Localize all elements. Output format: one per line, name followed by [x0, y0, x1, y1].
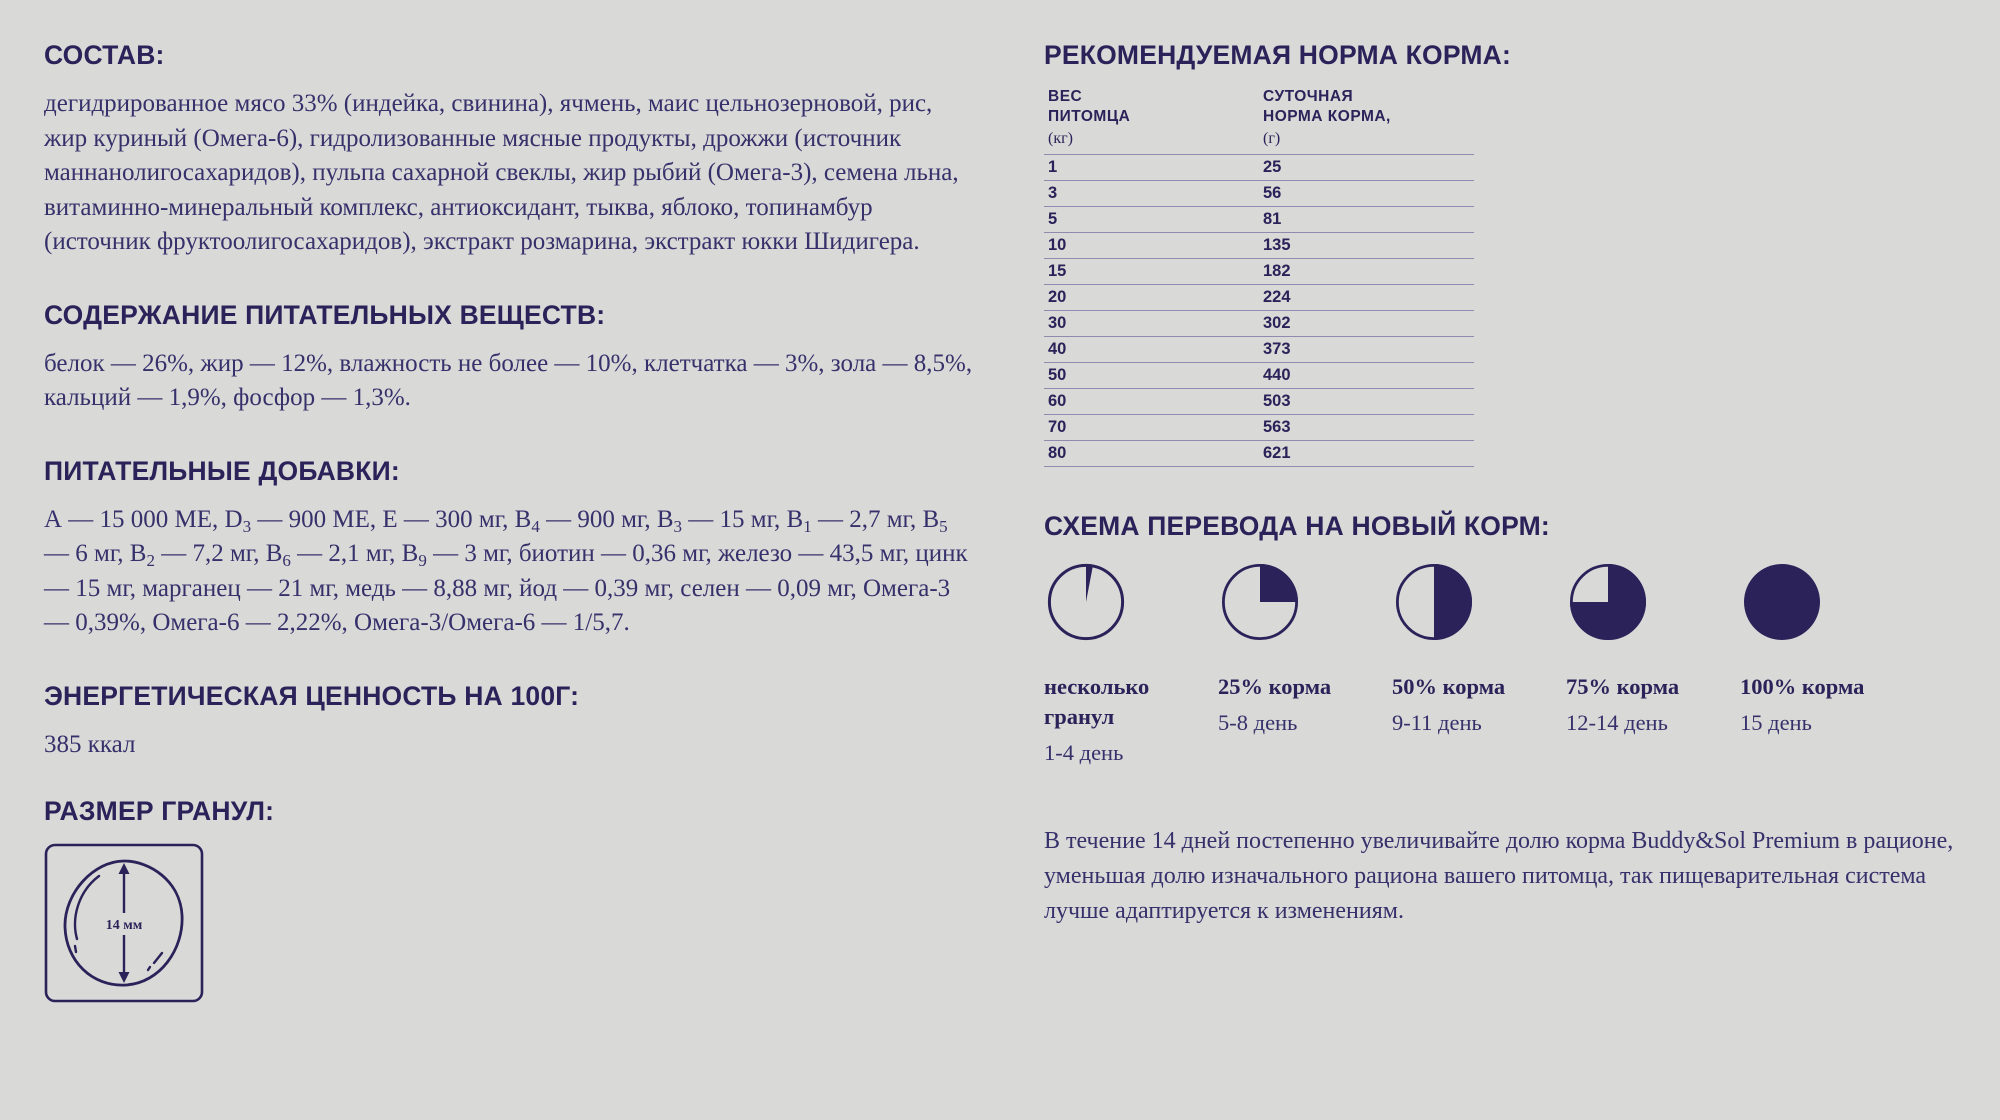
- right-column: [1004, 40, 1956, 1080]
- cell-weight: 30: [1044, 311, 1259, 337]
- cell-amount: 503: [1259, 389, 1474, 415]
- transition-step-days: 1-4 день: [1044, 740, 1124, 765]
- vitamin-subscript: 3: [673, 516, 682, 536]
- column-header-amount-line1: СУТОЧНАЯ: [1263, 88, 1354, 105]
- transition-step-days: 12-14 день: [1566, 710, 1668, 735]
- additive-text-run: — 6 мг, В: [44, 540, 147, 567]
- granule-size-diagram: [44, 843, 204, 1003]
- transition-section: [1044, 511, 1956, 929]
- cell-amount: 563: [1259, 415, 1474, 441]
- additive-text-run: — 7,2 мг, В: [154, 540, 283, 567]
- column-header-weight-line1: ВЕС: [1048, 88, 1083, 105]
- additive-text-run: — 2,7 мг, В: [811, 505, 940, 533]
- pie-chart-icon: [1218, 560, 1302, 644]
- column-unit-weight: (кг): [1048, 130, 1073, 147]
- column-header-weight: [1044, 87, 1259, 155]
- feeding-heading: РЕКОМЕНДУЕМАЯ НОРМА КОРМА:: [1044, 40, 1512, 70]
- additive-text-run: — 15 мг, В: [682, 505, 804, 533]
- cell-amount: 135: [1259, 233, 1474, 259]
- energy-section: [44, 681, 1004, 763]
- nutrients-section: [44, 300, 1004, 416]
- cell-weight: 60: [1044, 389, 1259, 415]
- additives-section: [44, 456, 1004, 641]
- table-row: [1044, 415, 1474, 441]
- column-unit-amount: (г): [1263, 130, 1281, 147]
- cell-weight: 3: [1044, 181, 1259, 207]
- transition-heading: СХЕМА ПЕРЕВОДА НА НОВЫЙ КОРМ:: [1044, 511, 1550, 541]
- cell-amount: 224: [1259, 285, 1474, 311]
- additive-text-run: — 3 мг, биотин — 0,36 мг, железо — 43,5 мг, цинк — 15 мг, марганец — 21 мг, медь — 8,88 мг, йод — 0,39 мг, селен — 0,09 мг, Омега-3 — 0,39%, Омега-6 — 2,22%, Омега-3/Омега-6 — 1/5,7.: [44, 540, 968, 636]
- cell-amount: 56: [1259, 181, 1474, 207]
- transition-step-label: 50% корма: [1392, 674, 1506, 699]
- feeding-table: [1044, 87, 1474, 467]
- cell-amount: 373: [1259, 337, 1474, 363]
- table-row: [1044, 363, 1474, 389]
- table-row: [1044, 337, 1474, 363]
- additive-text-run: — 900 МЕ, Е — 300 мг, В: [251, 505, 532, 533]
- cell-weight: 40: [1044, 337, 1259, 363]
- cell-weight: 20: [1044, 285, 1259, 311]
- cell-amount: 440: [1259, 363, 1474, 389]
- pie-chart-icon: [1392, 560, 1476, 644]
- table-row: [1044, 389, 1474, 415]
- vitamin-subscript: 9: [418, 550, 427, 570]
- vitamin-subscript: 2: [146, 550, 155, 570]
- cell-weight: 70: [1044, 415, 1259, 441]
- left-column: [44, 40, 1004, 1080]
- pie-chart-icon: [1044, 560, 1128, 644]
- granule-dimension-label: 14 мм: [105, 918, 143, 933]
- pie-chart-icon: [1740, 560, 1824, 644]
- granule-section: [44, 796, 1004, 1003]
- cell-amount: 182: [1259, 259, 1474, 285]
- cell-amount: 25: [1259, 155, 1474, 181]
- table-row: [1044, 441, 1474, 467]
- granule-heading: РАЗМЕР ГРАНУЛ:: [44, 796, 275, 826]
- pie-chart-icon: [1566, 560, 1650, 644]
- transition-step-label: несколько гранул: [1044, 674, 1150, 729]
- column-header-amount: [1259, 87, 1474, 155]
- cell-weight: 1: [1044, 155, 1259, 181]
- feeding-table-section: [1044, 40, 1956, 467]
- transition-step-label: 25% корма: [1218, 674, 1332, 699]
- vitamin-subscript: 4: [531, 516, 540, 536]
- cell-weight: 5: [1044, 207, 1259, 233]
- transition-step: [1566, 560, 1740, 768]
- cell-weight: 15: [1044, 259, 1259, 285]
- nutrients-heading: СОДЕРЖАНИЕ ПИТАТЕЛЬНЫХ ВЕЩЕСТВ:: [44, 299, 606, 330]
- energy-heading: ЭНЕРГЕТИЧЕСКАЯ ЦЕННОСТЬ НА 100Г:: [44, 680, 580, 711]
- column-header-amount-line2: НОРМА КОРМА,: [1263, 108, 1391, 125]
- transition-step-days: 5-8 день: [1218, 710, 1298, 735]
- table-row: [1044, 181, 1474, 207]
- vitamin-subscript: 3: [242, 516, 252, 536]
- table-row: [1044, 207, 1474, 233]
- transition-step-label: 75% корма: [1566, 674, 1680, 699]
- table-row: [1044, 259, 1474, 285]
- additives-heading: ПИТАТЕЛЬНЫЕ ДОБАВКИ:: [44, 455, 400, 486]
- cell-amount: 81: [1259, 207, 1474, 233]
- additive-text-run: — 900 мг, В: [539, 505, 674, 533]
- additive-text-run: — 2,1 мг, В: [290, 540, 419, 567]
- cell-amount: 621: [1259, 441, 1474, 467]
- cell-weight: 10: [1044, 233, 1259, 259]
- transition-step-label: 100% корма: [1740, 674, 1865, 699]
- composition-heading: СОСТАВ:: [44, 40, 165, 70]
- table-row: [1044, 155, 1474, 181]
- transition-step: [1218, 560, 1392, 768]
- column-header-weight-line2: ПИТОМЦА: [1048, 108, 1131, 125]
- composition-section: [44, 40, 1004, 260]
- table-row: [1044, 311, 1474, 337]
- transition-step-days: 9-11 день: [1392, 710, 1482, 735]
- transition-step: [1740, 560, 1914, 768]
- table-header-row: [1044, 87, 1474, 155]
- cell-amount: 302: [1259, 311, 1474, 337]
- transition-step-days: 15 день: [1740, 710, 1812, 735]
- table-row: [1044, 233, 1474, 259]
- nutrients-text: белок — 26%, жир — 12%, влажность не более — 10%, клетчатка — 3%, зола — 8,5%, кальций — 1,9%, фосфор — 1,3%.: [44, 349, 973, 411]
- additives-text: [44, 503, 974, 641]
- energy-value: 385 ккал: [44, 730, 136, 758]
- composition-text: дегидрированное мясо 33% (индейка, свинина), ячмень, маис цельнозерновой, рис, жир куриный (Омега-6), гидролизованные мясные продукты, дрожжи (источник маннанолигосахаридов), пульпа сахарной свеклы, жир рыбий (Омега-3), семена льна, витаминно-минеральный комплекс, антиоксидант, тыква, яблоко, топинамбур (источник фруктоолигосахаридов), экстракт розмарина, экстракт юкки Шидигера.: [44, 90, 959, 255]
- additive-text-run: А — 15 000 МЕ, D: [44, 505, 243, 533]
- vitamin-subscript: 5: [939, 516, 948, 536]
- vitamin-subscript: 1: [803, 516, 812, 536]
- cell-weight: 50: [1044, 363, 1259, 389]
- cell-weight: 80: [1044, 441, 1259, 467]
- transition-steps: [1044, 560, 1956, 768]
- transition-step: [1392, 560, 1566, 768]
- transition-step: [1044, 560, 1218, 768]
- transition-note: В течение 14 дней постепенно увеличивайте долю корма Buddy&Sol Premium в рационе, уменьшая долю изначального рациона вашего питомца, так пищеварительная система лучше адаптируется к изменениям.: [1044, 828, 1954, 924]
- vitamin-subscript: 6: [282, 550, 291, 570]
- table-row: [1044, 285, 1474, 311]
